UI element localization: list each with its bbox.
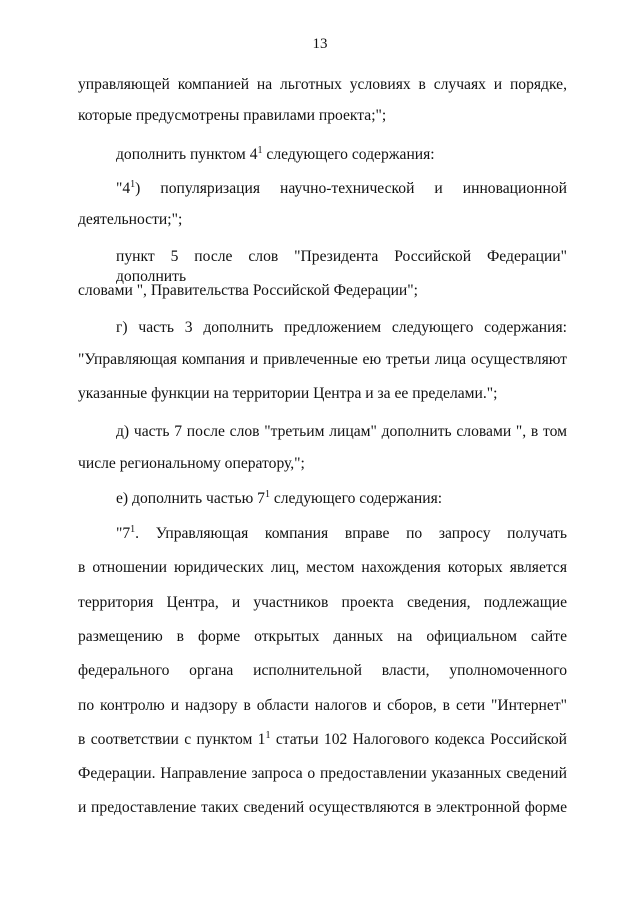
text-line: пункт 5 после слов "Президента Российской Федерации" дополнить bbox=[116, 248, 567, 285]
superscript: 1 bbox=[264, 489, 270, 500]
text-line: федерального органа исполнительной власти, уполномоченного bbox=[78, 662, 567, 679]
page-number: 13 bbox=[312, 36, 328, 52]
text-line: и предоставление таких сведений осуществляются в электронной форме bbox=[78, 799, 567, 816]
text-line: в отношении юридических лиц, местом нахождения которых является bbox=[78, 559, 567, 576]
text-line: деятельности;"; bbox=[78, 211, 183, 228]
text-line: "$7^1$. Управляющая компания вправе по запросу получать bbox=[116, 524, 567, 542]
text-line: словами ", Правительства Российской Федерации"; bbox=[78, 282, 418, 299]
text-line: управляющей компанией на льготных условиях в случаях и порядке, bbox=[78, 76, 567, 93]
text-line: по контролю и надзору в области налогов и сборов, в сети "Интернет" bbox=[78, 697, 567, 714]
text-line: е) дополнить частью $7^1$ следующего содержания: bbox=[116, 489, 443, 507]
text-line: "$4^1$) популяризация научно-технической и инновационной bbox=[116, 179, 567, 197]
text-line: "Управляющая компания и привлеченные ею третьи лица осуществляют bbox=[78, 351, 567, 368]
superscript: 1 bbox=[130, 179, 136, 190]
text-line: Федерации. Направление запроса о предоставлении указанных сведений bbox=[78, 765, 567, 782]
text-line: дополнить пунктом $4^1$ следующего содержания: bbox=[116, 145, 435, 163]
text-line: указанные функции на территории Центра и за ее пределами."; bbox=[78, 385, 498, 402]
text-line: размещению в форме открытых данных на официальном сайте bbox=[78, 628, 567, 645]
text-line: территория Центра, и участников проекта сведения, подлежащие bbox=[78, 594, 567, 611]
text-line: в соответствии с пунктом $1^1$ статьи 102 Налогового кодекса Российской bbox=[78, 730, 567, 748]
text-line: числе региональному оператору,"; bbox=[78, 455, 305, 472]
superscript: 1 bbox=[257, 145, 263, 156]
superscript: 1 bbox=[265, 730, 271, 741]
text-line: д) часть 7 после слов "третьим лицам" дополнить словами ", в том bbox=[116, 423, 567, 440]
text-line: г) часть 3 дополнить предложением следующего содержания: bbox=[116, 319, 567, 336]
superscript: 1 bbox=[130, 524, 136, 535]
text-line: которые предусмотрены правилами проекта;"; bbox=[78, 107, 387, 124]
